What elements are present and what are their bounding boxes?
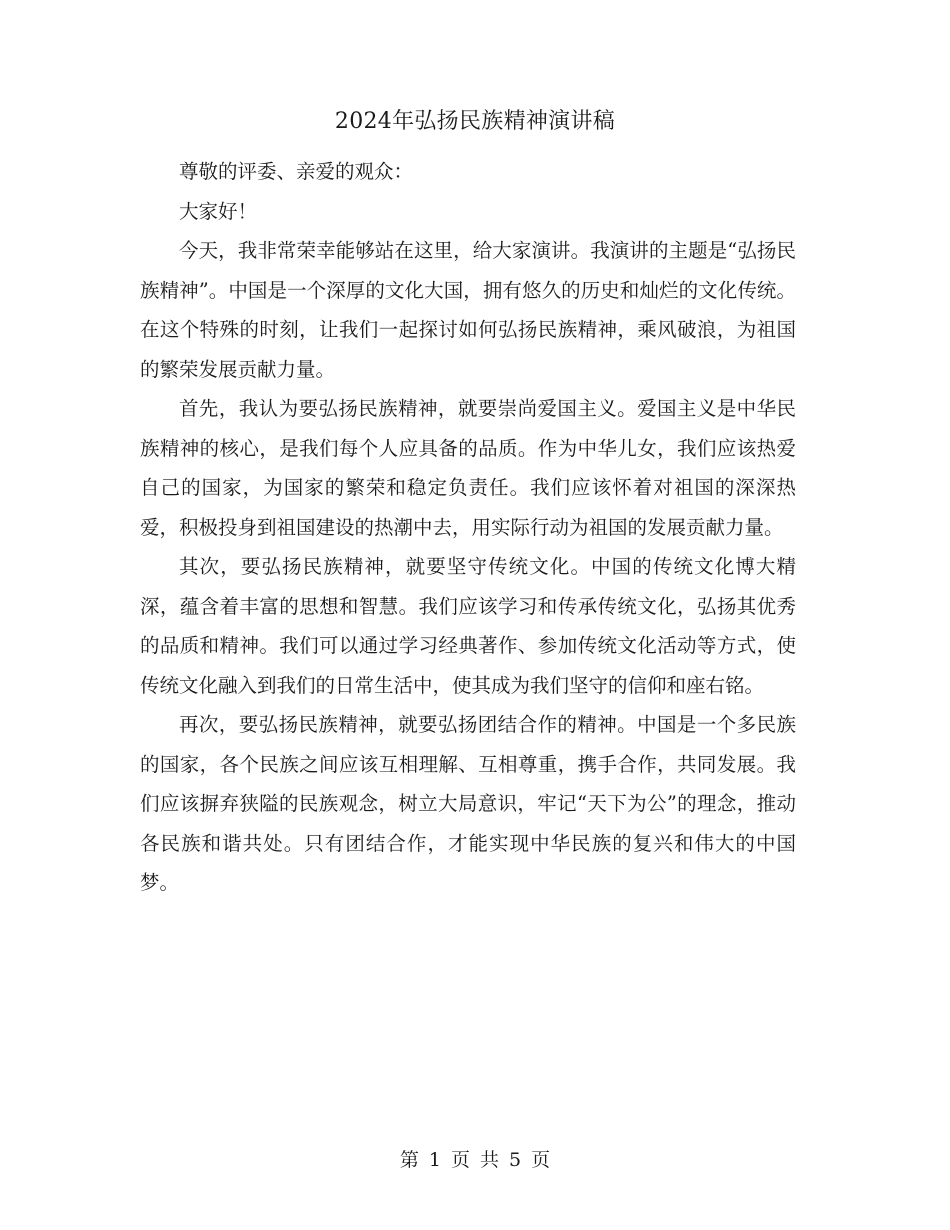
body-paragraph-2: 首先，我认为要弘扬民族精神，就要崇尚爱国主义。爱国主义是中华民族精神的核心，是我们每个人应具备的品质。作为中华儿女，我们应该热爱自己的国家，为国家的繁荣和稳定负责任。我们应该怀着对祖国的深深热爱，积极投身到祖国建设的热潮中去，用实际行动为祖国的发展贡献力量。 (140, 397, 796, 539)
greeting-paragraph: 大家好！ (179, 199, 258, 223)
document-title: 2024年弘扬民族精神演讲稿 (334, 109, 616, 134)
page-number-footer: 第 1 页 共 5 页 (399, 1149, 551, 1171)
body-paragraph-3: 其次，要弘扬民族精神，就要坚守传统文化。中国的传统文化博大精深，蕴含着丰富的思想和智慧。我们应该学习和传承传统文化，弘扬其优秀的品质和精神。我们可以通过学习经典著作、参加传统文化活动等方式，使传统文化融入到我们的日常生活中，使其成为我们坚守的信仰和座右铭。 (140, 555, 796, 697)
document-body (140, 152, 796, 903)
body-paragraph-1: 今天，我非常荣幸能够站在这里，给大家演讲。我演讲的主题是“弘扬民族精神”。中国是一个深厚的文化大国，拥有悠久的历史和灿烂的文化传统。在这个特殊的时刻，让我们一起探讨如何弘扬民族精神，乘风破浪，为祖国的繁荣发展贡献力量。 (140, 239, 796, 381)
salutation-paragraph: 尊敬的评委、亲爱的观众： (179, 160, 414, 183)
body-paragraph-4: 再次，要弘扬民族精神，就要弘扬团结合作的精神。中国是一个多民族的国家，各个民族之间应该互相理解、互相尊重，携手合作，共同发展。我们应该摒弃狭隘的民族观念，树立大局意识，牢记“天下为公”的理念，推动各民族和谐共处。只有团结合作，才能实现中华民族的复兴和伟大的中国梦。 (140, 713, 796, 894)
